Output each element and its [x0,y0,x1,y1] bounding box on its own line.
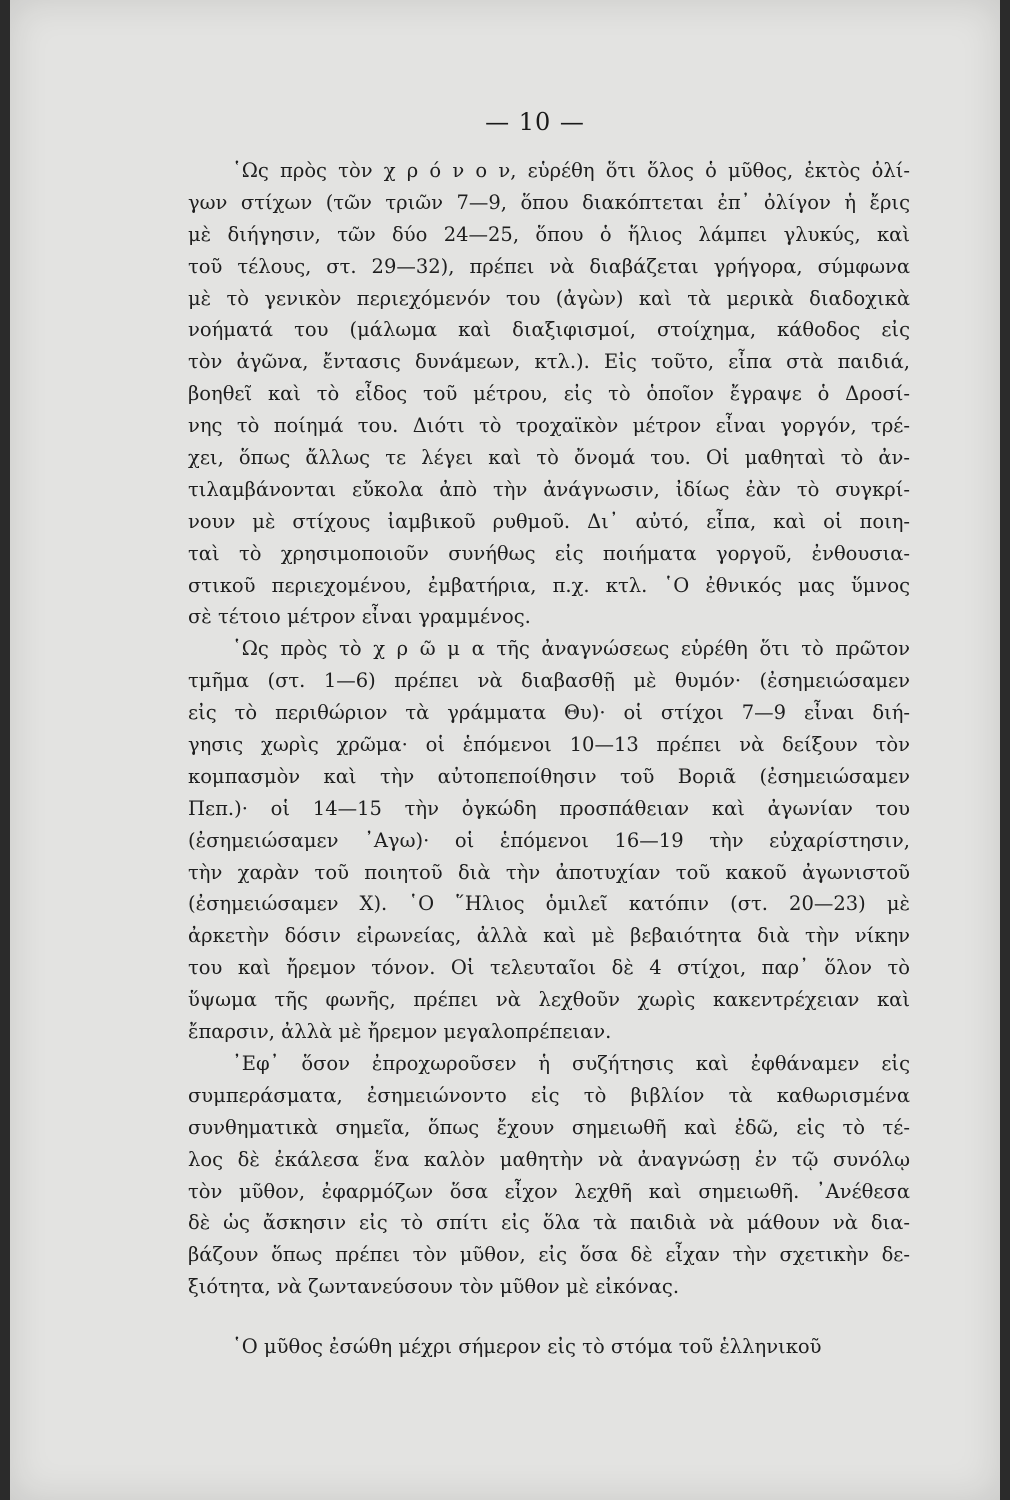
text-line: Πεπ.)· οἱ 14—15 τὴν ὀγκώδη προσπάθειαν καὶ ἀγωνίαν του [188,796,910,820]
text-line: δὲ ὡς ἄσκησιν εἰς τὸ σπίτι εἰς ὅλα τὰ παιδιὰ νὰ μάθουν νὰ δια- [188,1211,910,1235]
text-line: συμπεράσματα, ἐσημειώνοντο εἰς τὸ βιβλίον τὰ καθωρισμένα [188,1083,910,1107]
text-line: μὲ διήγησιν, τῶν δύο 24—25, ὅπου ὁ ἥλιος λάμπει γλυκύς, καὶ [188,222,910,246]
text-line: ῾Ως πρὸς τὸν χ ρ ό ν ο ν, εὑρέθη ὅτι ὅλος ὁ μῦθος, ἐκτὸς ὀλί- [232,159,910,182]
book-page [10,0,1000,1500]
text-line: στικοῦ περιεχομένου, ἐμβατήρια, π.χ. κτλ. ῾Ο ἐθνικός μας ὕμνος [188,573,910,597]
body-text [188,155,910,1303]
text-line: τὸν ἀγῶνα, ἔντασις δυνάμεων, κτλ.). Εἰς τοῦτο, εἶπα στὰ παιδιά, [188,350,910,374]
text-line: ταὶ τὸ χρησιμοποιοῦν συνήθως εἰς ποιήματα γοργοῦ, ἐνθουσια- [188,541,910,565]
text-line: κομπασμὸν καὶ τὴν αὐτοπεποίθησιν τοῦ Βοριᾶ (ἐσημειώσαμεν [188,764,910,788]
text-line: ὕψωμα τῆς φωνῆς, πρέπει νὰ λεχθοῦν χωρὶς κακεντρέχειαν καὶ [188,988,910,1012]
text-line: βάζουν ὅπως πρέπει τὸν μῦθον, εἰς ὅσα δὲ εἶχαν τὴν σχετικὴν δε- [188,1243,910,1267]
text-line: γων στίχων (τῶν τριῶν 7—9, ὅπου διακόπτεται ἐπ᾽ ὀλίγον ἡ ἔρις [188,190,910,214]
text-line: λος δὲ ἐκάλεσα ἕνα καλὸν μαθητὴν νὰ ἀναγνώσῃ ἐν τῷ συνόλῳ [188,1147,910,1171]
closing-text [188,1331,910,1363]
page-number: — 10 — [485,108,585,136]
text-line: σὲ τέτοιο μέτρον εἶναι γραμμένος. [188,605,531,629]
text-line: ξιότητα, νὰ ζωντανεύσουν τὸν μῦθον μὲ εἰκόνας. [188,1275,680,1299]
text-line: νοήματά του (μάλωμα καὶ διαξιφισμοί, στοίχημα, κάθοδος εἰς [188,318,910,342]
text-line: ῾Ως πρὸς τὸ χ ρ ῶ μ α τῆς ἀναγνώσεως εὑρέθη ὅτι τὸ πρῶτον [232,637,910,661]
text-line: μὲ τὸ γενικὸν περιεχόμενόν του (ἀγὼν) καὶ τὰ μερικὰ διαδοχικὰ [188,286,910,310]
text-line: εἰς τὸ περιθώριον τὰ γράμματα Θυ)· οἱ στίχοι 7—9 εἶναι διή- [188,701,910,725]
text-line: νης τὸ ποίημά του. Διότι τὸ τροχαϊκὸν μέτρον εἶναι γοργόν, τρέ- [188,414,910,438]
text-line: τὴν χαρὰν τοῦ ποιητοῦ διὰ τὴν ἀποτυχίαν τοῦ κακοῦ ἀγωνιστοῦ [188,860,910,884]
text-line: ῾Ο μῦθος ἐσώθη μέχρι σήμερον εἰς τὸ στόμα τοῦ ἑλληνικοῦ [232,1335,822,1358]
text-line: συνθηματικὰ σημεῖα, ὅπως ἔχουν σημειωθῆ καὶ ἐδῶ, εἰς τὸ τέ- [188,1115,910,1139]
text-line: του καὶ ἤρεμον τόνον. Οἱ τελευταῖοι δὲ 4 στίχοι, παρ᾽ ὅλον τὸ [188,956,910,980]
text-line: (ἐσημειώσαμεν Χ). ῾Ο ῞Ηλιος ὁμιλεῖ κατόπιν (στ. 20—23) μὲ [188,892,910,916]
text-line: (ἐσημειώσαμεν ᾿Αγω)· οἱ ἑπόμενοι 16—19 τὴν εὐχαρίστησιν, [188,828,910,852]
text-line: νουν μὲ στίχους ἰαμβικοῦ ρυθμοῦ. Δι᾽ αὐτό, εἶπα, καὶ οἱ ποιη- [188,509,910,533]
text-line: τοῦ τέλους, στ. 29—32), πρέπει νὰ διαβάζεται γρήγορα, σύμφωνα [188,254,910,278]
text-line: τμῆμα (στ. 1—6) πρέπει νὰ διαβασθῇ μὲ θυμόν· (ἐσημειώσαμεν [188,669,910,693]
text-line: ἀρκετὴν δόσιν εἰρωνείας, ἀλλὰ καὶ μὲ βεβαιότητα διὰ τὴν νίκην [188,924,910,948]
text-line: ᾿Εφ᾽ ὅσον ἐπροχωροῦσεν ἡ συζήτησις καὶ ἐφθάναμεν εἰς [232,1051,910,1075]
text-line: τὸν μῦθον, ἐφαρμόζων ὅσα εἶχον λεχθῆ καὶ σημειωθῆ. ᾿Ανέθεσα [188,1179,910,1203]
text-line: βοηθεῖ καὶ τὸ εἶδος τοῦ μέτρου, εἰς τὸ ὁποῖον ἔγραψε ὁ Δροσί- [188,382,910,406]
text-line: γησις χωρὶς χρῶμα· οἱ ἑπόμενοι 10—13 πρέπει νὰ δείξουν τὸν [188,733,910,757]
text-line: χει, ὅπως ἄλλως τε λέγει καὶ τὸ ὄνομά του. Οἱ μαθηταὶ τὸ ἀν- [188,446,910,470]
text-line: τιλαμβάνονται εὔκολα ἀπὸ τὴν ἀνάγνωσιν, ἰδίως ἐὰν τὸ συγκρί- [188,477,910,501]
text-line: ἔπαρσιν, ἀλλὰ μὲ ἤρεμον μεγαλοπρέπειαν. [188,1020,612,1044]
